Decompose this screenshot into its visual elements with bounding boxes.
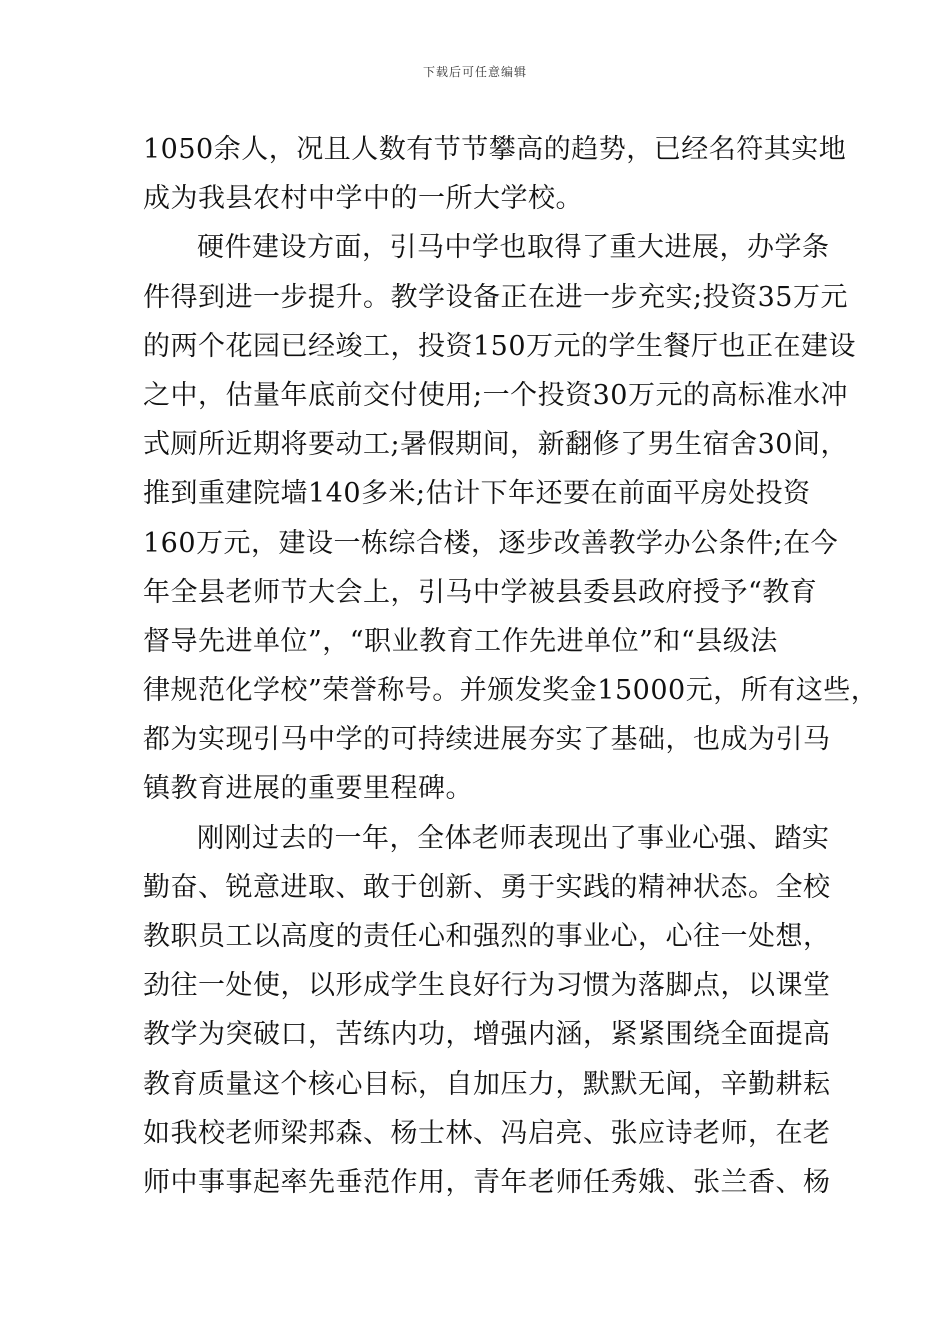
text-line: 督导先进单位”，“职业教育工作先进单位”和“县级法	[143, 625, 778, 657]
text-line: 硬件建设方面，引马中学也取得了重大进展，办学条	[197, 232, 830, 264]
text-line: 镇教育进展的重要里程碑。	[143, 773, 473, 805]
text-line: 式厕所近期将要动工;暑假期间，新翻修了男生宿舍30间，	[143, 429, 848, 461]
text-line: 教育质量这个核心目标，自加压力，默默无闻，辛勤耕耘	[143, 1068, 831, 1100]
paragraph	[143, 223, 879, 813]
text-line: 成为我县农村中学中的一所大学校。	[143, 183, 583, 215]
paragraph	[143, 125, 847, 223]
text-line: 之中，估量年底前交付使用;一个投资30万元的高标准水冲	[143, 379, 848, 411]
text-line: 件得到进一步提升。教学设备正在进一步充实;投资35万元	[143, 281, 848, 313]
text-line: 的两个花园已经竣工，投资150万元的学生餐厅也正在建设	[143, 330, 857, 362]
text-line: 刚刚过去的一年，全体老师表现出了事业心强、踏实	[197, 822, 830, 854]
page-header: 下载后可任意编辑	[422, 65, 527, 79]
text-line: 都为实现引马中学的可持续进展夯实了基础，也成为引马	[143, 724, 831, 756]
text-line: 160万元，建设一栋综合楼，逐步改善教学办公条件;在今	[143, 527, 839, 559]
text-line: 1050余人，况且人数有节节攀高的趋势，已经名符其实地	[143, 134, 847, 165]
text-line: 勤奋、锐意进取、敢于创新、勇于实践的精神状态。全校	[143, 871, 831, 903]
paragraph	[143, 814, 843, 1208]
text-line: 律规范化学校”荣誉称号。并颁发奖金15000元，所有这些，	[143, 675, 879, 707]
text-line: 年全县老师节大会上，引马中学被县委县政府授予“教育	[143, 576, 818, 608]
text-line: 推到重建院墙140多米;估计下年还要在前面平房处投资	[143, 478, 811, 510]
text-line: 教学为突破口，苦练内功，增强内涵，紧紧围绕全面提高	[143, 1019, 831, 1051]
text-line: 师中事事起率先垂范作用，青年老师任秀娥、张兰香、杨	[143, 1166, 831, 1198]
text-line: 如我校老师梁邦森、杨士林、冯启亮、张应诗老师，在老	[143, 1117, 831, 1149]
text-line: 教职员工以高度的责任心和强烈的事业心，心往一处想，	[143, 921, 831, 952]
text-line: 劲往一处使，以形成学生良好行为习惯为落脚点，以课堂	[143, 970, 831, 1002]
document-body	[143, 125, 879, 1207]
